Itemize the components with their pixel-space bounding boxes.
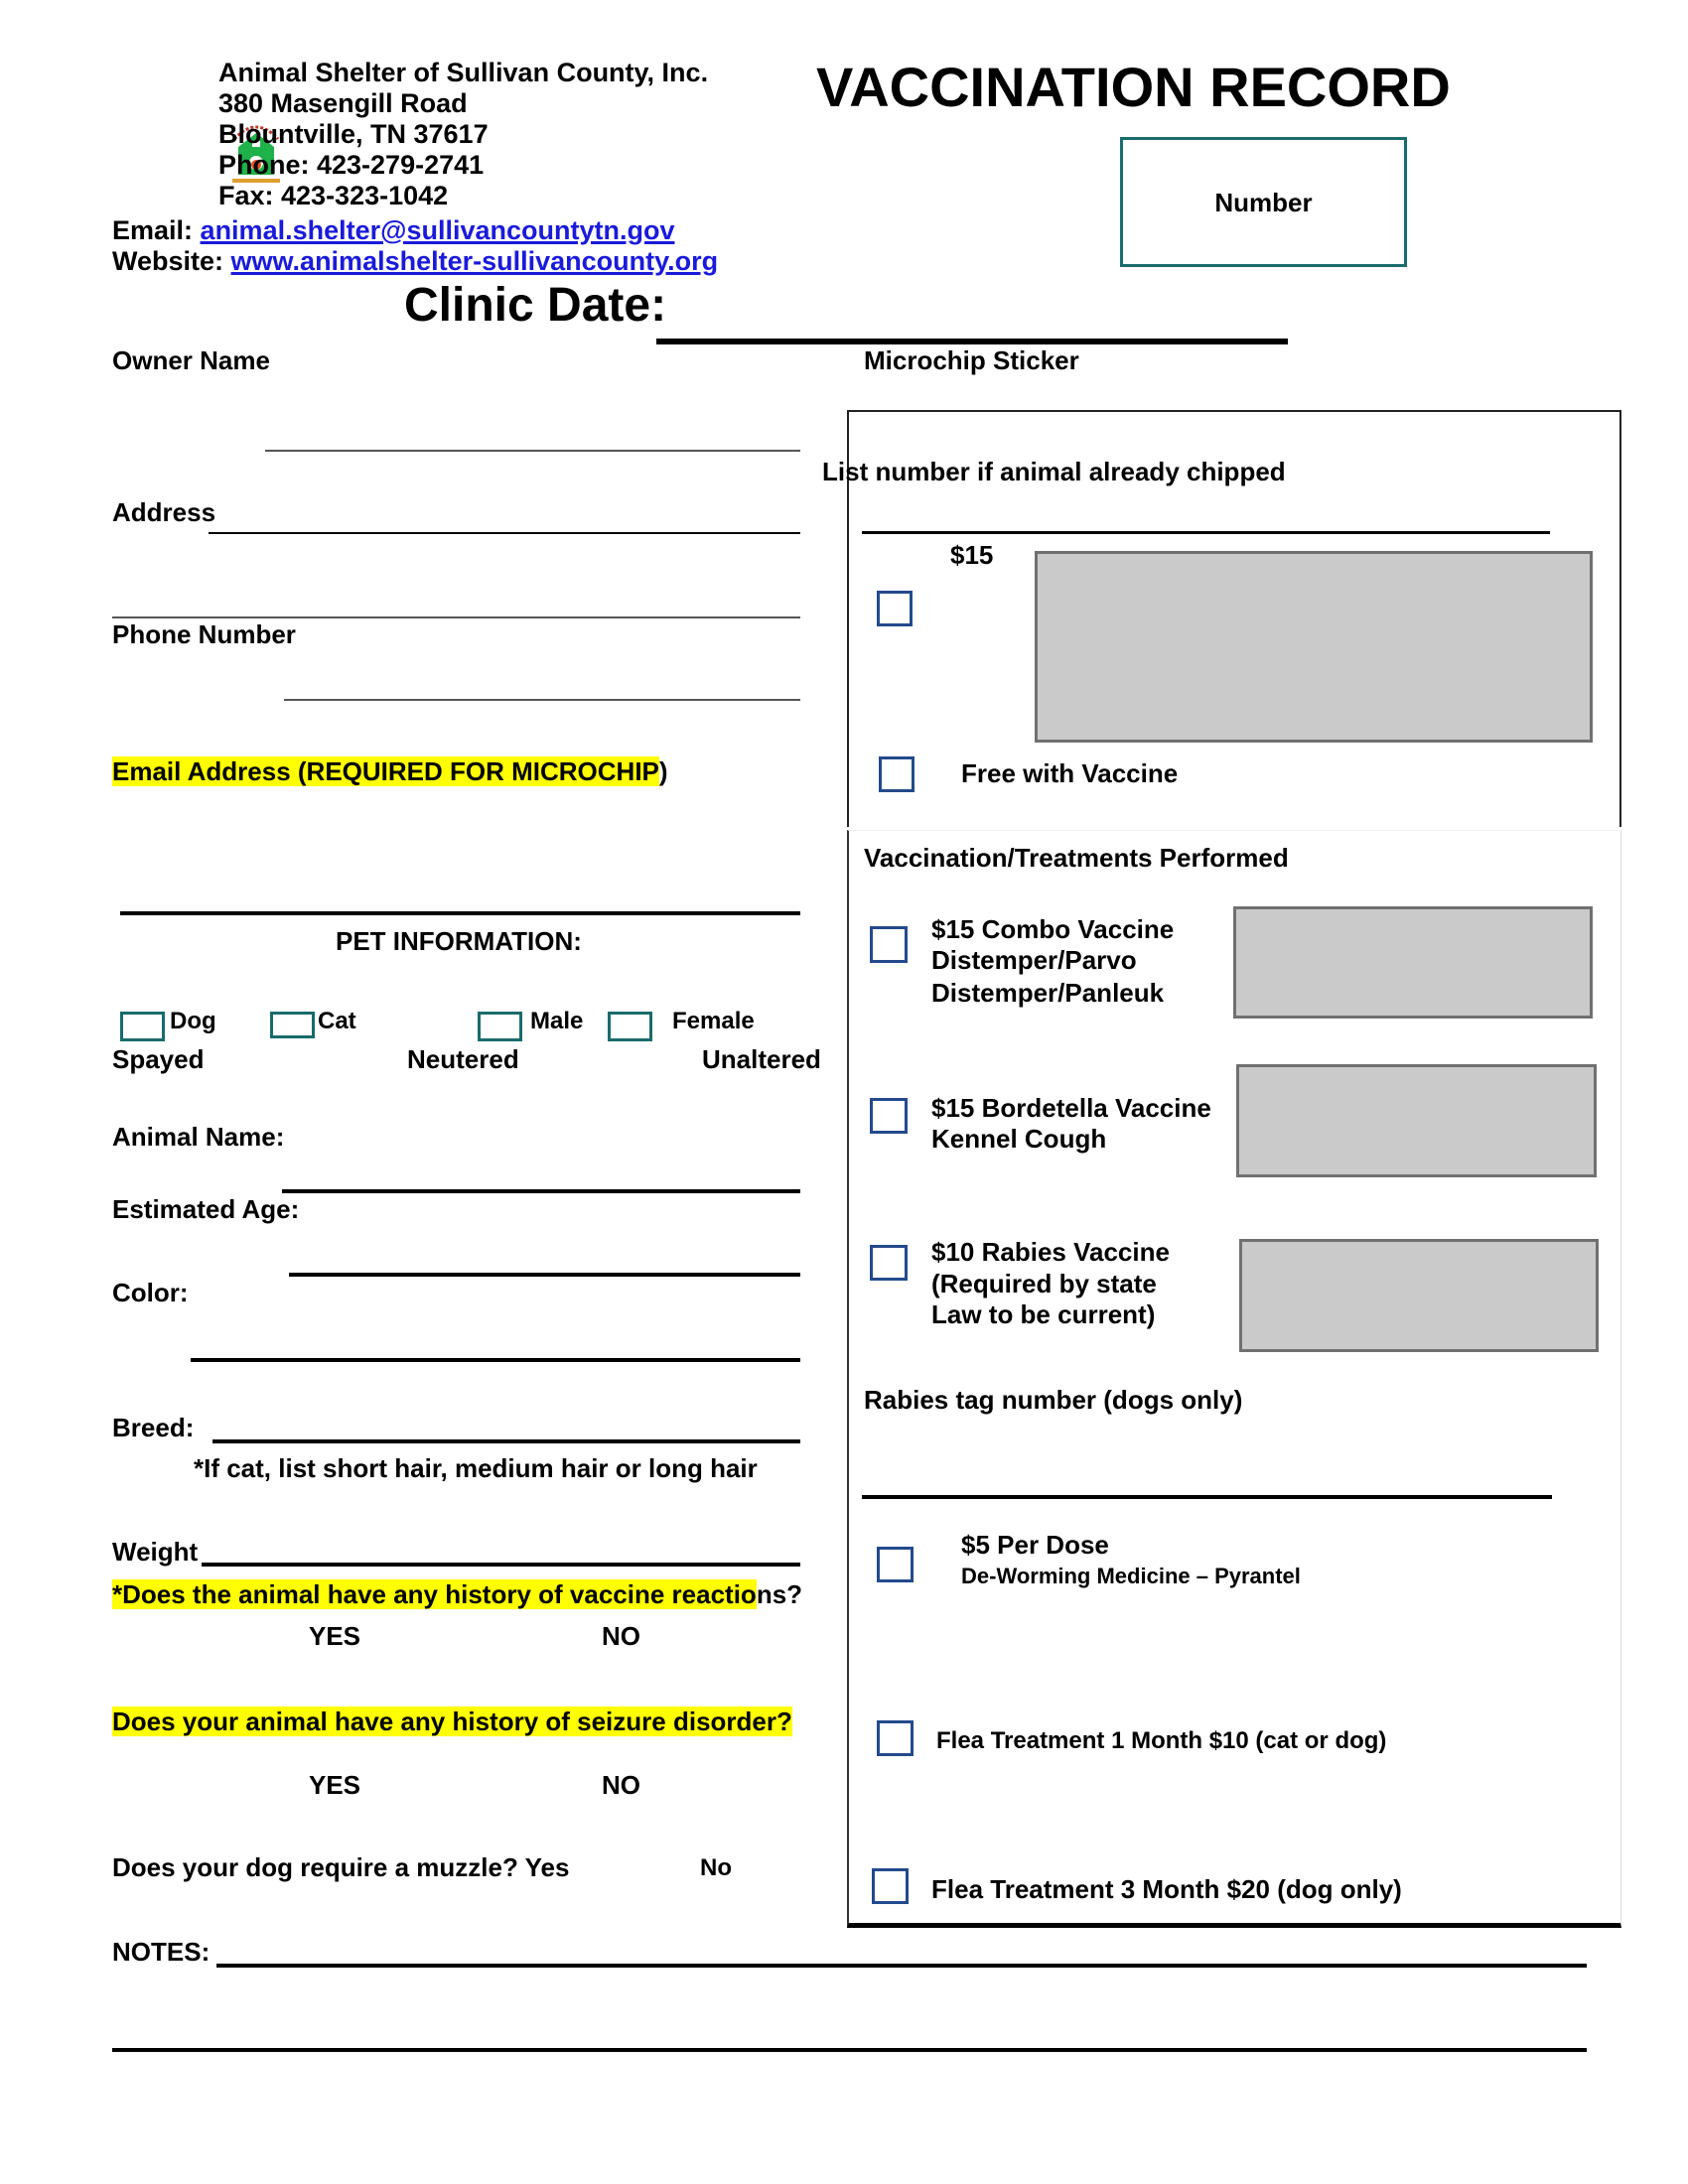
- flea-3-month-label: Flea Treatment 3 Month $20 (dog only): [931, 1874, 1402, 1904]
- number-label: Number: [1214, 187, 1313, 217]
- estimated-age-label: Estimated Age:: [112, 1194, 300, 1224]
- male-checkbox[interactable]: [478, 1012, 522, 1041]
- microchip-price: $15: [950, 540, 994, 570]
- reaction-no-option[interactable]: NO: [602, 1621, 640, 1651]
- org-website-row: [112, 246, 718, 277]
- breed-field[interactable]: [212, 1439, 800, 1443]
- microchip-free-checkbox[interactable]: [879, 756, 914, 792]
- microchip-sticker-area: [1035, 551, 1593, 743]
- clinic-date-field[interactable]: [656, 339, 1288, 344]
- org-address-line2: Blountville, TN 37617: [218, 119, 489, 149]
- org-fax: Fax: 423-323-1042: [218, 181, 449, 210]
- chip-number-field[interactable]: [862, 531, 1550, 534]
- rabies-tag-label: Rabies tag number (dogs only): [864, 1385, 1243, 1415]
- color-label: Color:: [112, 1278, 189, 1307]
- rabies-vaccine-label: $10 Rabies Vaccine: [931, 1237, 1170, 1267]
- pet-info-title: PET INFORMATION:: [336, 926, 582, 956]
- rabies-vaccine-checkbox[interactable]: [870, 1245, 908, 1281]
- email-address-label-highlight: Email Address (REQUIRED FOR MICROCHIP: [112, 756, 659, 786]
- vaccine-reaction-question-tail: ns?: [756, 1579, 803, 1609]
- male-label: Male: [530, 1008, 584, 1034]
- address-field-line1[interactable]: [209, 532, 800, 534]
- deworming-checkbox[interactable]: [877, 1547, 914, 1582]
- breed-note: *If cat, list short hair, medium hair or long hair: [194, 1453, 758, 1483]
- spayed-option[interactable]: Spayed: [112, 1044, 205, 1074]
- muzzle-question[interactable]: Does your dog require a muzzle? Yes: [112, 1852, 570, 1882]
- rabies-vaccine-sub1: (Required by state: [931, 1269, 1157, 1298]
- seizure-question-highlight: Does your animal have any history of seizure disorder?: [112, 1706, 792, 1736]
- email-address-field[interactable]: [120, 911, 800, 915]
- estimated-age-field[interactable]: [289, 1273, 800, 1277]
- combo-sticker-area: [1233, 906, 1593, 1019]
- animal-name-label: Animal Name:: [112, 1122, 285, 1152]
- vaccine-reaction-question: [112, 1579, 802, 1609]
- record-number-box[interactable]: [1120, 137, 1407, 267]
- dog-checkbox[interactable]: [120, 1012, 165, 1041]
- notes-label: NOTES:: [112, 1937, 211, 1967]
- microchip-paid-checkbox[interactable]: [877, 591, 913, 626]
- seizure-question: [112, 1706, 792, 1736]
- seizure-no-option[interactable]: NO: [602, 1770, 640, 1800]
- flea-1-month-label: Flea Treatment 1 Month $10 (cat or dog): [936, 1727, 1387, 1754]
- seizure-yes-option[interactable]: YES: [309, 1770, 361, 1800]
- vaccine-reaction-question-highlight: *Does the animal have any history of vaccine reactio: [112, 1579, 757, 1609]
- email-address-label: [112, 756, 668, 786]
- flea-1-month-checkbox[interactable]: [877, 1720, 914, 1756]
- weight-label: Weight: [112, 1537, 199, 1567]
- bordetella-sticker-area: [1236, 1064, 1597, 1177]
- clinic-date-label: Clinic Date:: [404, 279, 667, 332]
- website-label: Website:: [112, 246, 224, 276]
- cat-label: Cat: [318, 1008, 356, 1034]
- deworming-description: De-Worming Medicine – Pyrantel: [961, 1564, 1301, 1588]
- free-with-vaccine-label: Free with Vaccine: [961, 758, 1179, 788]
- female-checkbox[interactable]: [608, 1012, 652, 1041]
- email-address-label-tail: ): [658, 756, 668, 786]
- unaltered-option[interactable]: Unaltered: [702, 1044, 821, 1074]
- neutered-option[interactable]: Neutered: [407, 1044, 519, 1074]
- notes-field-line2[interactable]: [112, 2048, 1587, 2052]
- org-email-row: [112, 215, 674, 246]
- flea-3-month-checkbox[interactable]: [872, 1868, 909, 1904]
- combo-vaccine-sub1: Distemper/Parvo: [931, 945, 1137, 975]
- bordetella-vaccine-label: $15 Bordetella Vaccine: [931, 1093, 1211, 1123]
- weight-field[interactable]: [202, 1563, 800, 1567]
- color-field[interactable]: [191, 1358, 800, 1362]
- owner-name-field[interactable]: [265, 450, 800, 452]
- address-label: Address: [112, 497, 216, 527]
- website-link[interactable]: www.animalshelter-sullivancounty.org: [230, 246, 719, 276]
- breed-label: Breed:: [112, 1413, 195, 1442]
- microchip-sticker-title: Microchip Sticker: [864, 345, 1079, 375]
- address-field-line2[interactable]: [112, 616, 800, 618]
- rabies-vaccine-sub2: Law to be current): [931, 1299, 1156, 1329]
- phone-label: Phone Number: [112, 619, 296, 649]
- combo-vaccine-sub2: Distemper/Panleuk: [931, 978, 1165, 1008]
- notes-field-line1[interactable]: [216, 1964, 1587, 1968]
- muzzle-no-option[interactable]: No: [700, 1854, 732, 1881]
- bordetella-vaccine-sub: Kennel Cough: [931, 1124, 1107, 1154]
- email-label: Email:: [112, 215, 194, 245]
- dog-label: Dog: [170, 1008, 216, 1034]
- deworming-price: $5 Per Dose: [961, 1530, 1109, 1560]
- combo-vaccine-label: $15 Combo Vaccine: [931, 914, 1175, 944]
- female-label: Female: [672, 1008, 755, 1034]
- org-phone: Phone: 423-279-2741: [218, 150, 485, 180]
- rabies-tag-field[interactable]: [862, 1495, 1552, 1499]
- phone-field[interactable]: [284, 699, 800, 701]
- treatments-title: Vaccination/Treatments Performed: [864, 843, 1289, 873]
- reaction-yes-option[interactable]: YES: [309, 1621, 361, 1651]
- owner-name-label: Owner Name: [112, 345, 270, 375]
- email-link[interactable]: animal.shelter@sullivancountytn.gov: [200, 215, 675, 245]
- combo-vaccine-checkbox[interactable]: [870, 926, 908, 963]
- org-address-line1: 380 Masengill Road: [218, 88, 468, 118]
- animal-name-field[interactable]: [282, 1189, 800, 1193]
- page-title: VACCINATION RECORD: [816, 56, 1451, 118]
- bordetella-vaccine-checkbox[interactable]: [870, 1098, 908, 1134]
- list-chip-number-label: List number if animal already chipped: [822, 457, 1286, 486]
- org-name: Animal Shelter of Sullivan County, Inc.: [218, 58, 709, 87]
- cat-checkbox[interactable]: [270, 1012, 315, 1038]
- rabies-sticker-area: [1239, 1239, 1599, 1352]
